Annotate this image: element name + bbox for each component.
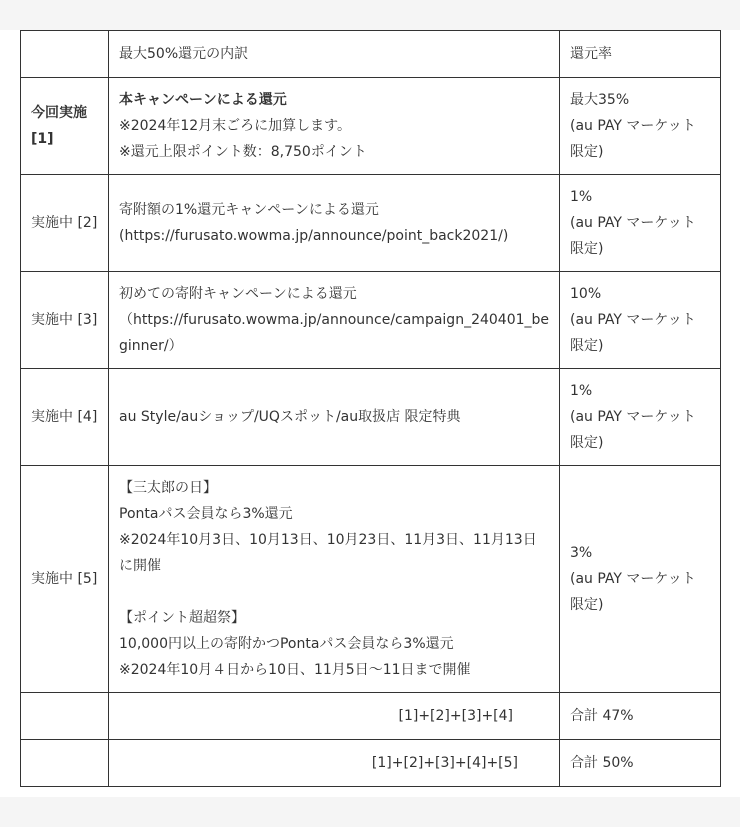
total-label-empty: [21, 740, 109, 787]
description-line: ※2024年10月3日、10月13日、10月23日、11月3日、11月13日に開催: [119, 532, 537, 574]
rate-note: (au PAY マーケット: [570, 409, 696, 425]
row-description: [109, 466, 560, 693]
total-row: [21, 740, 721, 787]
row-label: 今回実施 [1]: [21, 78, 109, 175]
table-row: [21, 466, 721, 693]
table-row: [21, 78, 721, 175]
header-cell-empty: [21, 31, 109, 78]
rate-value: 最大35%: [570, 92, 630, 108]
row-rate: [560, 175, 721, 272]
description-line: 寄附額の1%還元キャンペーンによる還元: [119, 202, 379, 218]
description-line: 10,000円以上の寄附かつPontaパス会員なら3%還元: [119, 636, 454, 652]
row-description: [109, 272, 560, 369]
rate-value: 3%: [570, 545, 593, 561]
description-line: 本キャンペーンによる還元: [119, 92, 287, 108]
row-rate: [560, 466, 721, 693]
description-link-text: （https://furusato.wowma.jp/announce/campaign_240401_beginner/）: [119, 312, 550, 354]
rate-note: 限定): [570, 338, 604, 354]
rate-note: 限定): [570, 144, 604, 160]
total-label-empty: [21, 693, 109, 740]
rate-note: (au PAY マーケット: [570, 312, 696, 328]
row-rate: [560, 272, 721, 369]
rate-note: 限定): [570, 597, 604, 613]
header-cell-breakdown: 最大50%還元の内訳: [109, 31, 560, 78]
rate-value: 1%: [570, 383, 593, 399]
row-description: [109, 78, 560, 175]
row-label: 実施中 [5]: [21, 466, 109, 693]
total-row: [21, 693, 721, 740]
table-row: [21, 272, 721, 369]
description-line: au Style/auショップ/UQスポット/au取扱店 限定特典: [119, 409, 461, 425]
campaign-breakdown-table: [20, 30, 721, 787]
rate-note: 限定): [570, 435, 604, 451]
description-line: 初めての寄附キャンペーンによる還元: [119, 286, 357, 302]
description-line: ※2024年12月末ごろに加算します。: [119, 118, 352, 134]
row-label: 実施中 [2]: [21, 175, 109, 272]
row-description: [109, 175, 560, 272]
description-link-text: (https://furusato.wowma.jp/announce/point_back2021/): [119, 228, 509, 244]
total-formula: [1]+[2]+[3]+[4]+[5]: [109, 740, 560, 787]
total-value: 合計 47%: [560, 693, 721, 740]
row-label: 実施中 [4]: [21, 369, 109, 466]
description-line: ※2024年10月４日から10日、11月5日〜11日まで開催: [119, 662, 471, 678]
rate-note: 限定): [570, 241, 604, 257]
rate-value: 1%: [570, 189, 593, 205]
total-formula: [1]+[2]+[3]+[4]: [109, 693, 560, 740]
table-header-row: [21, 31, 721, 78]
description-line: 【三太郎の日】: [119, 480, 217, 496]
row-rate: [560, 78, 721, 175]
total-value: 合計 50%: [560, 740, 721, 787]
description-line: Pontaパス会員なら3%還元: [119, 506, 293, 522]
description-line: 【ポイント超超祭】: [119, 610, 245, 626]
row-rate: [560, 369, 721, 466]
page-sheet: [0, 30, 740, 797]
table-row: [21, 369, 721, 466]
rate-value: 10%: [570, 286, 602, 302]
rate-note: (au PAY マーケット: [570, 215, 696, 231]
description-line: ※還元上限ポイント数：8,750ポイント: [119, 144, 367, 160]
rate-note: (au PAY マーケット: [570, 571, 696, 587]
rate-note: (au PAY マーケット: [570, 118, 696, 134]
row-description: [109, 369, 560, 466]
blank-line: [119, 579, 549, 605]
header-cell-rate: 還元率: [560, 31, 721, 78]
table-row: [21, 175, 721, 272]
row-label: 実施中 [3]: [21, 272, 109, 369]
